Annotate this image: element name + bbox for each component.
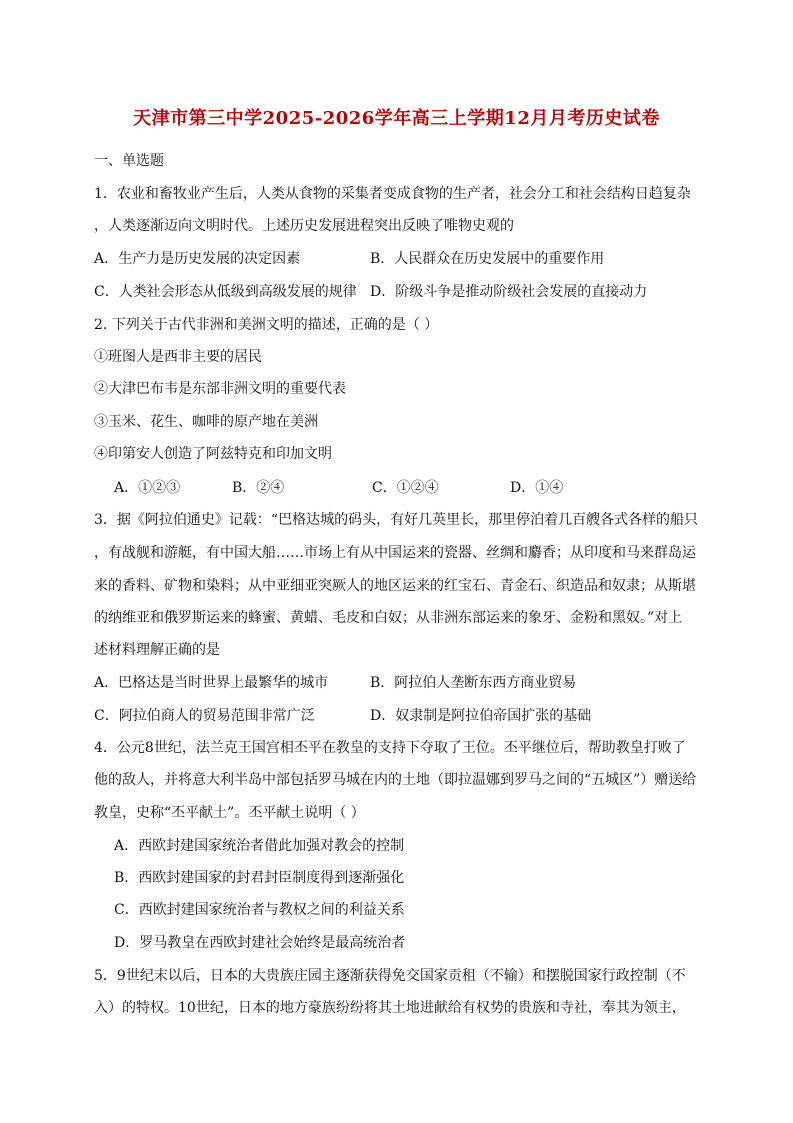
q2-stem: 2. 下列关于古代非洲和美洲文明的描述，正确的是（ ） xyxy=(94,317,439,333)
q3-stem-line1: 3．据《阿拉伯通史》记载：“巴格达城的码头，有好几英里长，那里停泊着几百艘各式各样的船只 xyxy=(94,512,699,528)
q4-option-c: C．西欧封建国家统治者与教权之间的利益关系 xyxy=(114,902,405,918)
q3-stem-line4: 的纳维亚和俄罗斯运来的蜂蜜、黄蜡、毛皮和白奴；从非洲东部运来的象牙、金粉和黑奴。”对上 xyxy=(94,610,683,626)
q2-statement-3: ③玉米、花生、咖啡的原产地在美洲 xyxy=(94,414,318,430)
q2-statement-4: ④印第安人创造了阿兹特克和印加文明 xyxy=(94,446,332,462)
q3-option-b: B．阿拉伯人垄断东西方商业贸易 xyxy=(370,675,577,691)
q1-option-a: A．生产力是历史发展的决定因素 xyxy=(94,251,301,267)
q3-stem-line2: ，有战舰和游艇，有中国大船……市场上有从中国运来的瓷器、丝绸和麝香；从印度和马来群岛运 xyxy=(94,545,696,561)
q3-option-d: D．奴隶制是阿拉伯帝国扩张的基础 xyxy=(370,708,592,724)
q2-statement-2: ②大津巴布韦是东部非洲文明的重要代表 xyxy=(94,381,346,397)
q2-statement-1: ①班图人是西非主要的居民 xyxy=(94,349,262,365)
q3-option-a: A．巴格达是当时世界上最繁华的城市 xyxy=(94,675,329,691)
q2-option-c: C．①②④ xyxy=(372,480,439,496)
q1-option-c: C．人类社会形态从低级到高级发展的规律 xyxy=(94,284,357,300)
q2-option-d: D．①④ xyxy=(510,480,564,496)
q1-option-b: B．人民群众在历史发展中的重要作用 xyxy=(370,251,605,267)
q4-option-d: D．罗马教皇在西欧封建社会始终是最高统治者 xyxy=(114,935,406,951)
q4-stem-line1: 4．公元8世纪，法兰克王国宫相丕平在教皇的支持下夺取了王位。丕平继位后，帮助教皇打败了 xyxy=(94,740,686,756)
q1-stem-line2: ，人类逐渐迈向文明时代。上述历史发展进程突出反映了唯物史观的 xyxy=(94,218,514,234)
exam-title: 天津市第三中学2025-2026学年高三上学期12月月考历史试卷 xyxy=(133,108,660,129)
q4-option-a: A．西欧封建国家统治者借此加强对教会的控制 xyxy=(114,838,405,854)
q2-option-a: A．①②③ xyxy=(114,480,181,496)
q3-stem-line5: 述材料理解正确的是 xyxy=(94,642,220,658)
q4-option-b: B．西欧封建国家的封君封臣制度得到逐渐强化 xyxy=(114,870,405,886)
q3-option-c: C．阿拉伯商人的贸易范围非常广泛 xyxy=(94,708,315,724)
q4-stem-line3: 教皇，史称“丕平献土”。丕平献土说明（ ） xyxy=(94,805,365,821)
q1-option-d: D．阶级斗争是推动阶级社会发展的直接动力 xyxy=(370,284,648,300)
q3-stem-line3: 来的香料、矿物和染料；从中亚细亚突厥人的地区运来的红宝石、青金石、织造品和奴隶；从斯堪 xyxy=(94,578,696,594)
q5-stem-line2: 入）的特权。10世纪，日本的地方豪族纷纷将其土地进献给有权势的贵族和寺社，奉其为领主， xyxy=(94,1000,686,1016)
q5-stem-line1: 5．9世纪末以后，日本的大贵族庄园主逐渐获得免交国家贡租（不输）和摆脱国家行政控制（不 xyxy=(94,968,686,984)
q2-option-b: B．②④ xyxy=(232,480,285,496)
q4-stem-line2: 他的敌人，并将意大利半岛中部包括罗马城在内的土地（即拉温娜到罗马之间的“五城区”）赠送给 xyxy=(94,772,697,788)
section-heading: 一、单选题 xyxy=(94,153,164,169)
q1-stem-line1: 1．农业和畜牧业产生后，人类从食物的采集者变成食物的生产者，社会分工和社会结构日趋复杂 xyxy=(94,186,691,202)
